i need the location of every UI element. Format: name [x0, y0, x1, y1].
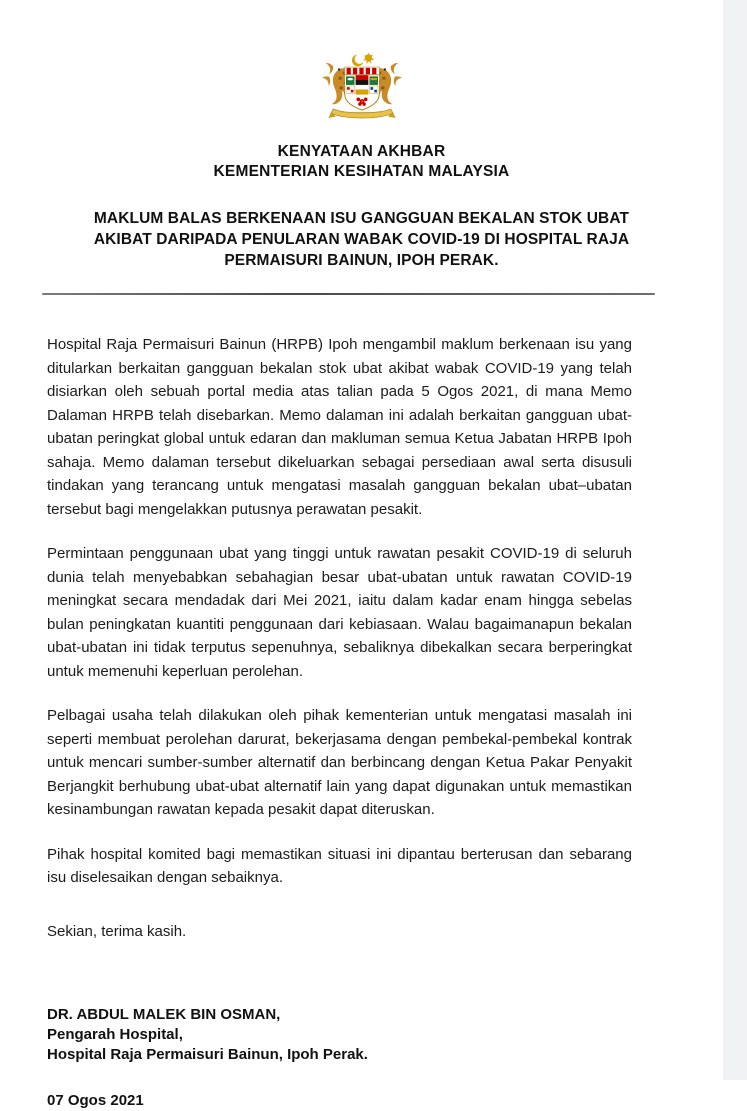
subject-line-1: MAKLUM BALAS BERKENAAN ISU GANGGUAN BEKALAN STOK UBAT: [93, 210, 630, 227]
press-statement-heading: [0, 142, 723, 182]
subject-line-2: AKIBAT DARIPADA PENULARAN WABAK COVID-19 DI HOSPITAL RAJA: [93, 231, 630, 248]
malaysia-coat-of-arms-icon: [308, 46, 416, 126]
paragraph-1: Hospital Raja Permaisuri Bainun (HRPB) Ipoh mengambil maklum berkenaan isu yang ditularkan berkaitan gangguan bekalan stok ubat akibat wabak COVID-19 yang telah disiarkan oleh sebuah portal media atas talian pada 5 Ogos 2021, di mana Memo Dalaman HRPB telah disebarkan. Memo dalaman ini adalah berkaitan gangguan ubat-ubatan peringkat global untuk edaran dan makluman semua Ketua Jabatan HRPB Ipoh sahaja. Memo dalaman tersebut dikeluarkan sebagai persediaan awal serta disusuli tindakan yang terancang untuk mengatasi masalah gangguan bekalan ubat–ubatan tersebut bagi mengelakkan putusnya perawatan pesakit.: [47, 336, 632, 518]
subject-title: [0, 208, 723, 271]
header-divider-rule: [42, 293, 655, 295]
page-edge-gutter: [723, 0, 747, 1080]
emblem-container: [0, 0, 723, 126]
heading-ministry-name: KEMENTERIAN KESIHATAN MALAYSIA: [213, 163, 510, 180]
paragraph-4: Pihak hospital komited bagi memastikan situasi ini dipantau berterusan dan sebarang isu diselesaikan dengan sebaiknya.: [47, 845, 632, 886]
paragraph-3: Pelbagai usaha telah dilakukan oleh pihak kementerian untuk mengatasi masalah ini seperti membuat perolehan darurat, bekerjasama dengan pembekal-pembekal kontrak untuk mencari sumber-sumber alternatif dan berbincang dengan Ketua Pakar Penyakit Berjangkit berhubung ubat-ubat alternatif lain yang dapat digunakan untuk memastikan kesinambungan rawatan kepada pesakit dapat diteruskan.: [47, 707, 632, 818]
heading-kenyataan-akhbar: KENYATAAN AKHBAR: [277, 143, 446, 160]
signature-block: [47, 1005, 723, 1111]
signatory-position: Pengarah Hospital,: [47, 1026, 183, 1043]
signatory-name: DR. ABDUL MALEK BIN OSMAN,: [47, 1006, 281, 1023]
subject-line-3: PERMAISURI BAINUN, IPOH PERAK.: [224, 252, 499, 269]
paragraph-2: Permintaan penggunaan ubat yang tinggi untuk rawatan pesakit COVID-19 di seluruh dunia telah menyebabkan sebahagian besar ubat-ubatan untuk rawatan COVID-19 meningkat secara mendadak dari Mei 2021, iaitu dalam kadar enam hingga sebelas bulan peningkatan kuantiti penggunaan dari kebiasaan. Walau bagaimanapun bekalan ubat-ubatan ini tidak terputus sepenuhnya, sebaliknya dibekalkan secara berperingkat untuk memenuhi keperluan perolehan.: [47, 545, 632, 680]
closing-salutation: Sekian, terima kasih.: [47, 922, 187, 940]
statement-date: 07 Ogos 2021: [47, 1092, 144, 1109]
document-body: [47, 333, 632, 943]
signatory-organisation: Hospital Raja Permaisuri Bainun, Ipoh Perak.: [47, 1046, 368, 1063]
